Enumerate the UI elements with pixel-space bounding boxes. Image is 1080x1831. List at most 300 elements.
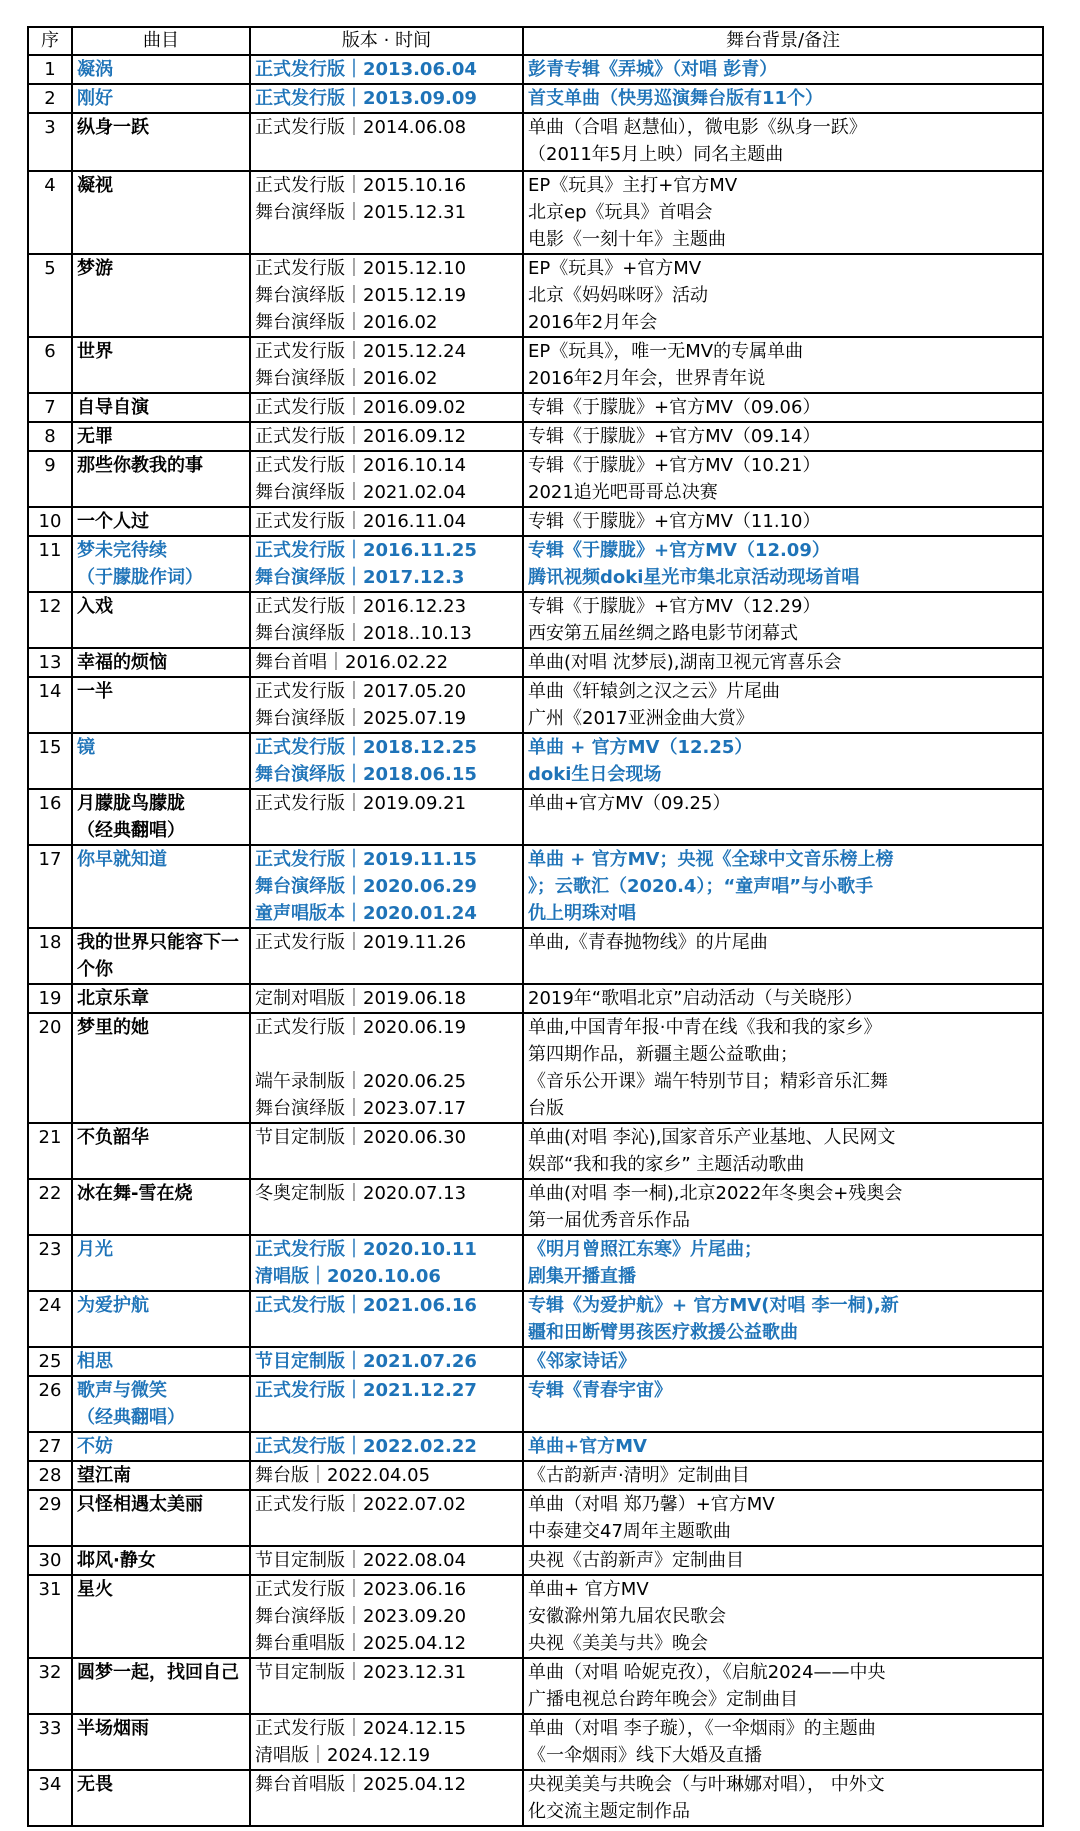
stage-notes-line: 中泰建交47周年主题歌曲	[528, 1521, 731, 1542]
song-title	[72, 733, 250, 789]
stage-notes	[523, 984, 1043, 1013]
version-date-line: 正式发行版｜2019.09.21	[255, 793, 467, 814]
version-date-line: 正式发行版｜2013.09.09	[255, 88, 477, 109]
version-date-line: 正式发行版｜2015.12.24	[255, 341, 467, 362]
stage-notes-line: 《一伞烟雨》线下大婚及直播	[528, 1745, 762, 1766]
stage-notes-line: 央视美美与共晚会（与叶琳娜对唱）， 中外文	[528, 1774, 885, 1795]
song-title	[72, 1347, 250, 1376]
table-row	[28, 1179, 1043, 1235]
stage-notes-line: 剧集开播直播	[528, 1266, 636, 1287]
song-title-line: 那些你教我的事	[77, 455, 203, 476]
row-index: 17	[28, 845, 72, 928]
version-date-line: 童声唱版本｜2020.01.24	[255, 903, 477, 924]
stage-notes	[523, 1575, 1043, 1658]
table-row	[28, 592, 1043, 648]
stage-notes-line: 疆和田断臂男孩医疗救援公益歌曲	[528, 1322, 798, 1343]
song-title	[72, 84, 250, 113]
version-date	[250, 1179, 523, 1235]
table-row	[28, 1658, 1043, 1714]
stage-notes-line: 专辑《于朦胧》+官方MV（12.09）	[528, 540, 830, 561]
song-title-line: 圆梦一起，找回自己	[77, 1662, 239, 1683]
song-title-line: 我的世界只能容下一	[77, 932, 239, 953]
song-title	[72, 1013, 250, 1123]
table-row	[28, 648, 1043, 677]
stage-notes-line: 单曲+官方MV（09.25）	[528, 793, 731, 814]
row-index: 31	[28, 1575, 72, 1658]
stage-notes-line: 单曲（对唱 哈妮克孜），《启航2024——中央	[528, 1662, 886, 1683]
song-title	[72, 1291, 250, 1347]
song-title-line: 幸福的烦恼	[77, 652, 167, 673]
song-title-line: 凝涡	[77, 59, 113, 80]
row-index: 9	[28, 451, 72, 507]
row-index: 18	[28, 928, 72, 984]
stage-notes-line: 2019年“歌唱北京”启动活动（与关晓彤）	[528, 988, 863, 1009]
version-date	[250, 845, 523, 928]
row-index: 23	[28, 1235, 72, 1291]
stage-notes	[523, 1291, 1043, 1347]
row-index: 10	[28, 507, 72, 536]
row-index: 6	[28, 337, 72, 393]
version-date-line: 正式发行版｜2024.12.15	[255, 1718, 467, 1739]
table-row	[28, 1575, 1043, 1658]
song-title	[72, 789, 250, 845]
song-title	[72, 507, 250, 536]
stage-notes-line: 电影《一刻十年》主题曲	[528, 229, 726, 250]
header-version: 版本 · 时间	[250, 27, 523, 55]
stage-notes-line: 安徽滁州第九届农民歌会	[528, 1606, 726, 1627]
stage-notes-line: 专辑《青春宇宙》	[528, 1380, 672, 1401]
table-row	[28, 422, 1043, 451]
song-title	[72, 1770, 250, 1826]
version-date-line: 舞台演绎版｜2018..10.13	[255, 623, 472, 644]
version-date-line: 正式发行版｜2016.09.12	[255, 426, 467, 447]
stage-notes-line: 专辑《于朦胧》+官方MV（09.06）	[528, 397, 821, 418]
table-row	[28, 1770, 1043, 1826]
header-index: 序	[28, 27, 72, 55]
stage-notes-line: 第一届优秀音乐作品	[528, 1210, 690, 1231]
row-index: 5	[28, 254, 72, 337]
table-row	[28, 1013, 1043, 1123]
row-index: 19	[28, 984, 72, 1013]
row-index: 15	[28, 733, 72, 789]
stage-notes-line: 北京ep《玩具》首唱会	[528, 202, 713, 223]
song-title	[72, 1432, 250, 1461]
row-index: 13	[28, 648, 72, 677]
table-row	[28, 451, 1043, 507]
stage-notes	[523, 845, 1043, 928]
song-table	[27, 26, 1044, 1827]
version-date-line: 正式发行版｜2019.11.26	[255, 932, 467, 953]
version-date	[250, 536, 523, 592]
stage-notes-line: EP《玩具》+官方MV	[528, 258, 702, 279]
stage-notes	[523, 254, 1043, 337]
header-row	[28, 27, 1043, 55]
version-date-line: 清唱版｜2020.10.06	[255, 1266, 441, 1287]
song-title	[72, 984, 250, 1013]
song-title-line: 梦里的她	[77, 1017, 149, 1038]
stage-notes-line: doki生日会现场	[528, 764, 662, 785]
table-row	[28, 1235, 1043, 1291]
song-title-line: 无罪	[77, 426, 113, 447]
table-row	[28, 393, 1043, 422]
version-date	[250, 1376, 523, 1432]
table-row	[28, 171, 1043, 254]
row-index: 4	[28, 171, 72, 254]
song-title-line: 为爱护航	[77, 1295, 149, 1316]
stage-notes-line: EP《玩具》主打+官方MV	[528, 175, 738, 196]
row-index: 7	[28, 393, 72, 422]
table-row	[28, 789, 1043, 845]
stage-notes-line: 第四期作品，新疆主题公益歌曲；	[528, 1044, 798, 1065]
row-index: 26	[28, 1376, 72, 1432]
version-date-line: 正式发行版｜2022.02.22	[255, 1436, 477, 1457]
stage-notes-line: 广播电视总台跨年晚会》定制曲目	[528, 1689, 798, 1710]
song-title-line: 凝视	[77, 175, 113, 196]
song-title	[72, 422, 250, 451]
stage-notes-line: 专辑《于朦胧》+官方MV（12.29）	[528, 596, 821, 617]
version-date-line: 舞台重唱版｜2025.04.12	[255, 1633, 467, 1654]
stage-notes	[523, 1123, 1043, 1179]
stage-notes	[523, 1432, 1043, 1461]
stage-notes-line: 化交流主题定制作品	[528, 1801, 690, 1822]
song-title	[72, 113, 250, 171]
table-row	[28, 984, 1043, 1013]
stage-notes-line: 2016年2月年会，世界青年说	[528, 368, 766, 389]
stage-notes-line: 《古韵新声·清明》定制曲目	[528, 1465, 750, 1486]
version-date	[250, 422, 523, 451]
table-row	[28, 928, 1043, 984]
song-title	[72, 451, 250, 507]
stage-notes	[523, 733, 1043, 789]
version-date-line: 正式发行版｜2013.06.04	[255, 59, 477, 80]
version-date-line: 正式发行版｜2015.10.16	[255, 175, 467, 196]
song-title	[72, 592, 250, 648]
version-date	[250, 55, 523, 84]
row-index: 24	[28, 1291, 72, 1347]
version-date-line: 正式发行版｜2019.11.15	[255, 849, 477, 870]
song-title-line: 星火	[77, 1579, 113, 1600]
version-date-line: 端午录制版｜2020.06.25	[255, 1071, 467, 1092]
version-date-line: 舞台演绎版｜2016.02	[255, 368, 438, 389]
table-row	[28, 1376, 1043, 1432]
version-date-line: 正式发行版｜2020.06.19	[255, 1017, 467, 1038]
song-title-line: 个你	[77, 959, 113, 980]
version-date	[250, 1575, 523, 1658]
song-title	[72, 648, 250, 677]
header-notes: 舞台背景/备注	[523, 27, 1043, 55]
stage-notes	[523, 507, 1043, 536]
version-date-line: 正式发行版｜2018.12.25	[255, 737, 477, 758]
stage-notes-line: EP《玩具》，唯一无MV的专属单曲	[528, 341, 804, 362]
version-date-line: 节目定制版｜2020.06.30	[255, 1127, 467, 1148]
version-date-line: 定制对唱版｜2019.06.18	[255, 988, 467, 1009]
version-date	[250, 733, 523, 789]
stage-notes-line: 《明月曾照江东寒》片尾曲；	[528, 1239, 762, 1260]
row-index: 22	[28, 1179, 72, 1235]
version-date-line: 舞台演绎版｜2018.06.15	[255, 764, 477, 785]
song-title	[72, 337, 250, 393]
row-index: 14	[28, 677, 72, 733]
song-title-line: 入戏	[77, 596, 113, 617]
stage-notes	[523, 422, 1043, 451]
table-row	[28, 1490, 1043, 1546]
stage-notes	[523, 337, 1043, 393]
row-index: 30	[28, 1546, 72, 1575]
song-title-line: 自导自演	[77, 397, 149, 418]
version-date	[250, 1291, 523, 1347]
stage-notes	[523, 1376, 1043, 1432]
song-title	[72, 1179, 250, 1235]
stage-notes-line: 单曲（合唱 赵慧仙），微电影《纵身一跃》	[528, 117, 867, 138]
stage-notes-line: 单曲《轩辕剑之汉之云》片尾曲	[528, 681, 780, 702]
song-title	[72, 254, 250, 337]
version-date	[250, 1123, 523, 1179]
version-date-line: 正式发行版｜2015.12.10	[255, 258, 467, 279]
song-title	[72, 845, 250, 928]
song-title	[72, 536, 250, 592]
version-date	[250, 84, 523, 113]
version-date-line: 正式发行版｜2017.05.20	[255, 681, 467, 702]
song-title-line: 不妨	[77, 1436, 113, 1457]
version-date-line: 正式发行版｜2020.10.11	[255, 1239, 477, 1260]
song-title-line: （经典翻唱）	[77, 820, 185, 841]
song-title-line: 一半	[77, 681, 113, 702]
stage-notes-line: 单曲 + 官方MV；央视《全球中文音乐榜上榜	[528, 849, 894, 870]
song-title-line: 世界	[77, 341, 113, 362]
stage-notes-line: 单曲（对唱 郑乃馨）+官方MV	[528, 1494, 775, 1515]
header-title: 曲目	[72, 27, 250, 55]
row-index: 2	[28, 84, 72, 113]
stage-notes	[523, 789, 1043, 845]
stage-notes-line: 专辑《于朦胧》+官方MV（11.10）	[528, 511, 821, 532]
version-date-line: 清唱版｜2024.12.19	[255, 1745, 431, 1766]
version-date	[250, 677, 523, 733]
stage-notes	[523, 1179, 1043, 1235]
song-title-line: 冰在舞-雪在烧	[77, 1183, 193, 1204]
stage-notes-line: 》；云歌汇（2020.4）；“童声唱”与小歌手	[528, 876, 874, 897]
version-date-line: 舞台首唱版｜2025.04.12	[255, 1774, 467, 1795]
stage-notes-line: 2021追光吧哥哥总决赛	[528, 482, 718, 503]
version-date-line: 舞台演绎版｜2021.02.04	[255, 482, 467, 503]
song-title-line: 望江南	[77, 1465, 131, 1486]
table-row	[28, 1546, 1043, 1575]
song-title-line: （经典翻唱）	[77, 1407, 185, 1428]
version-date	[250, 648, 523, 677]
stage-notes-line: 央视《美美与共》晚会	[528, 1633, 708, 1654]
version-date-line: 舞台演绎版｜2015.12.31	[255, 202, 467, 223]
stage-notes	[523, 113, 1043, 171]
stage-notes	[523, 592, 1043, 648]
song-title	[72, 393, 250, 422]
stage-notes	[523, 171, 1043, 254]
table-row	[28, 1714, 1043, 1770]
row-index: 1	[28, 55, 72, 84]
song-title	[72, 1575, 250, 1658]
song-title	[72, 677, 250, 733]
stage-notes	[523, 1546, 1043, 1575]
song-title	[72, 1546, 250, 1575]
song-title-line: 不负韶华	[77, 1127, 149, 1148]
row-index: 27	[28, 1432, 72, 1461]
table-row	[28, 1123, 1043, 1179]
version-date	[250, 393, 523, 422]
version-date-line: 正式发行版｜2016.10.14	[255, 455, 467, 476]
version-date	[250, 592, 523, 648]
stage-notes-line: 北京《妈妈咪呀》活动	[528, 285, 708, 306]
version-date-line: 舞台演绎版｜2016.02	[255, 312, 438, 333]
stage-notes-line: 仇上明珠对唱	[528, 903, 636, 924]
stage-notes-line: 《音乐公开课》端午特别节目；精彩音乐汇舞	[528, 1071, 888, 1092]
stage-notes	[523, 84, 1043, 113]
stage-notes-line: 腾讯视频doki星光市集北京活动现场首唱	[528, 567, 860, 588]
song-title-line: 刚好	[77, 88, 113, 109]
version-date	[250, 1461, 523, 1490]
version-date-line: 舞台演绎版｜2023.07.17	[255, 1098, 467, 1119]
version-date-line: 舞台演绎版｜2020.06.29	[255, 876, 477, 897]
table-body	[28, 55, 1043, 1826]
stage-notes	[523, 1347, 1043, 1376]
song-title-line: 无畏	[77, 1774, 113, 1795]
song-title-line: 镜	[77, 737, 95, 758]
song-title-line: 歌声与微笑	[77, 1380, 167, 1401]
version-date	[250, 337, 523, 393]
stage-notes-line: 单曲,《青春抛物线》的片尾曲	[528, 932, 768, 953]
version-date	[250, 928, 523, 984]
version-date	[250, 113, 523, 171]
version-date-line: 舞台演绎版｜2025.07.19	[255, 708, 467, 729]
version-date	[250, 451, 523, 507]
song-title-line: 你早就知道	[77, 849, 167, 870]
version-date	[250, 1347, 523, 1376]
stage-notes-line: 《邻家诗话》	[528, 1351, 636, 1372]
song-title	[72, 55, 250, 84]
table-row	[28, 845, 1043, 928]
song-title-line: 月光	[77, 1239, 113, 1260]
song-title-line: 相思	[77, 1351, 113, 1372]
stage-notes-line: 专辑《为爱护航》+ 官方MV(对唱 李一桐),新	[528, 1295, 899, 1316]
stage-notes	[523, 1770, 1043, 1826]
stage-notes	[523, 1714, 1043, 1770]
version-date-line: 正式发行版｜2022.07.02	[255, 1494, 467, 1515]
version-date-line: 正式发行版｜2016.09.02	[255, 397, 467, 418]
stage-notes-line: 单曲+ 官方MV	[528, 1579, 649, 1600]
version-date-line: 正式发行版｜2014.06.08	[255, 117, 467, 138]
table-row	[28, 1291, 1043, 1347]
version-date-line: 节目定制版｜2023.12.31	[255, 1662, 467, 1683]
version-date-line: 正式发行版｜2016.12.23	[255, 596, 467, 617]
song-title	[72, 1461, 250, 1490]
stage-notes-line: 娱部“我和我的家乡” 主题活动歌曲	[528, 1154, 805, 1175]
stage-notes-line: （2011年5月上映）同名主题曲	[528, 144, 784, 165]
table-row	[28, 337, 1043, 393]
version-date	[250, 171, 523, 254]
row-index: 12	[28, 592, 72, 648]
version-date-line: 正式发行版｜2023.06.16	[255, 1579, 467, 1600]
version-date-line: 舞台首唱｜2016.02.22	[255, 652, 449, 673]
song-title-line: （于朦胧作词）	[77, 567, 203, 588]
stage-notes-line: 单曲 + 官方MV（12.25）	[528, 737, 753, 758]
stage-notes	[523, 928, 1043, 984]
version-date-line: 节目定制版｜2021.07.26	[255, 1351, 477, 1372]
song-title-line: 一个人过	[77, 511, 149, 532]
stage-notes-line: 单曲(对唱 沈梦辰),湖南卫视元宵喜乐会	[528, 652, 842, 673]
song-title	[72, 928, 250, 984]
row-index: 34	[28, 1770, 72, 1826]
stage-notes-line: 单曲(对唱 李一桐),北京2022年冬奥会+残奥会	[528, 1183, 903, 1204]
song-title-line: 半场烟雨	[77, 1718, 149, 1739]
row-index: 29	[28, 1490, 72, 1546]
version-date-line: 冬奥定制版｜2020.07.13	[255, 1183, 467, 1204]
stage-notes-line: 首支单曲（快男巡演舞台版有11个）	[528, 88, 824, 109]
version-date-line: 正式发行版｜2016.11.25	[255, 540, 477, 561]
row-index: 3	[28, 113, 72, 171]
table-row	[28, 677, 1043, 733]
stage-notes	[523, 1490, 1043, 1546]
song-title-line: 北京乐章	[77, 988, 149, 1009]
table-row	[28, 113, 1043, 171]
stage-notes-line: 台版	[528, 1098, 564, 1119]
song-title	[72, 1123, 250, 1179]
version-date-line: 正式发行版｜2021.12.27	[255, 1380, 477, 1401]
version-date	[250, 507, 523, 536]
table-row	[28, 254, 1043, 337]
table-row	[28, 536, 1043, 592]
stage-notes	[523, 677, 1043, 733]
stage-notes-line: 单曲+官方MV	[528, 1436, 647, 1457]
row-index: 11	[28, 536, 72, 592]
version-date	[250, 254, 523, 337]
version-date-line: 舞台演绎版｜2015.12.19	[255, 285, 467, 306]
table-row	[28, 55, 1043, 84]
stage-notes	[523, 1235, 1043, 1291]
row-index: 25	[28, 1347, 72, 1376]
stage-notes	[523, 648, 1043, 677]
stage-notes	[523, 55, 1043, 84]
table-row	[28, 84, 1043, 113]
song-title-line: 梦未完待续	[77, 540, 167, 561]
version-date-line: 舞台演绎版｜2017.12.3	[255, 567, 465, 588]
version-date	[250, 1490, 523, 1546]
table-row	[28, 1347, 1043, 1376]
version-date	[250, 1546, 523, 1575]
stage-notes	[523, 451, 1043, 507]
version-date	[250, 789, 523, 845]
version-date-line: 节目定制版｜2022.08.04	[255, 1550, 467, 1571]
stage-notes	[523, 393, 1043, 422]
row-index: 33	[28, 1714, 72, 1770]
version-date	[250, 1658, 523, 1714]
song-title-line: 月朦胧鸟朦胧	[77, 793, 185, 814]
song-title-line: 纵身一跃	[77, 117, 149, 138]
table-row	[28, 507, 1043, 536]
song-title	[72, 1658, 250, 1714]
stage-notes-line: 专辑《于朦胧》+官方MV（10.21）	[528, 455, 821, 476]
stage-notes-line: 单曲(对唱 李沁),国家音乐产业基地、人民网文	[528, 1127, 896, 1148]
version-date	[250, 1714, 523, 1770]
table-row	[28, 1432, 1043, 1461]
stage-notes-line: 西安第五届丝绸之路电影节闭幕式	[528, 623, 798, 644]
stage-notes-line: 2016年2月年会	[528, 312, 658, 333]
table-row	[28, 733, 1043, 789]
version-date	[250, 984, 523, 1013]
song-title-line: 只怪相遇太美丽	[77, 1494, 203, 1515]
song-title	[72, 171, 250, 254]
row-index: 21	[28, 1123, 72, 1179]
version-date-line: 舞台版｜2022.04.05	[255, 1465, 431, 1486]
song-title	[72, 1714, 250, 1770]
row-index: 16	[28, 789, 72, 845]
version-date-line: 正式发行版｜2016.11.04	[255, 511, 467, 532]
